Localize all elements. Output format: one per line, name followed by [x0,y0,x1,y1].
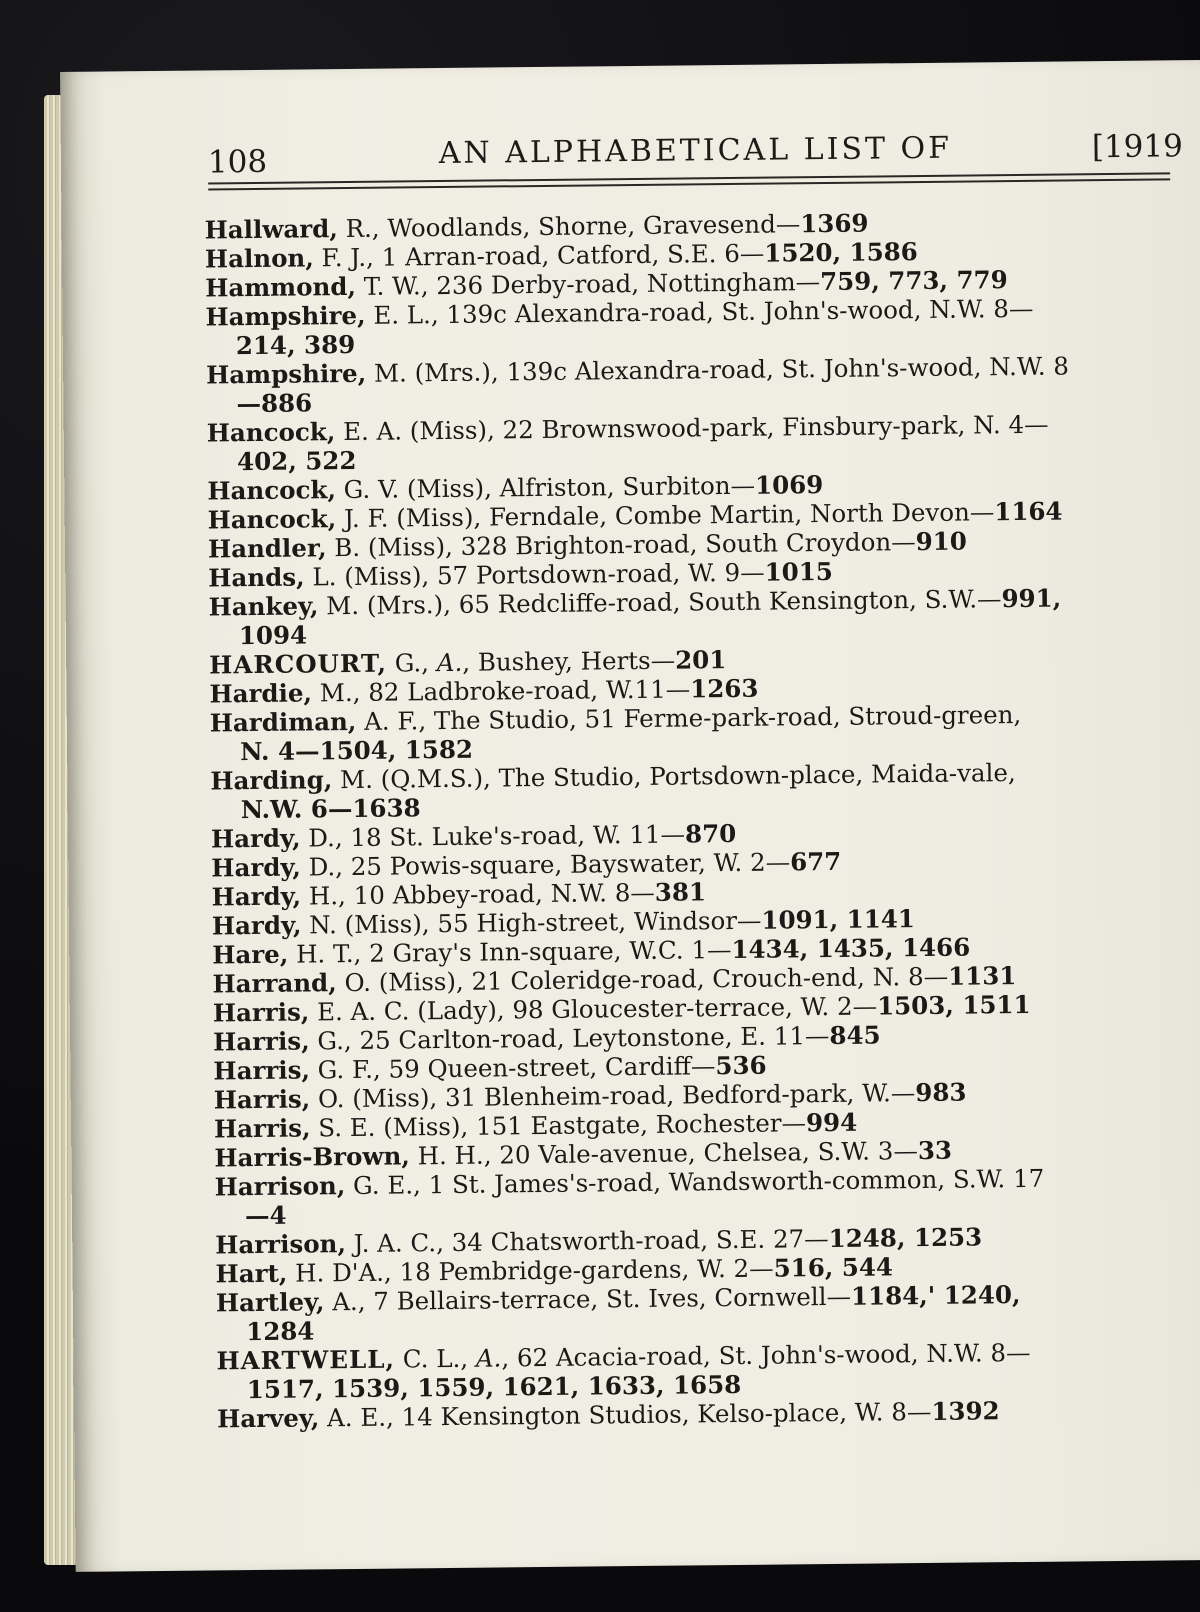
entry-text: J. F. (Miss), Ferndale, Combe Martin, North Devon— [336,497,995,534]
page-header [208,120,1183,180]
entry-name: Hallward, [204,214,338,245]
entry-text: G., 25 Carlton-road, Leytonstone, E. 11— [309,1020,830,1056]
entry-continuation: —4 [244,1200,287,1231]
list-item [215,1162,1191,1230]
entry-numbers: 1131 [947,961,1017,991]
entry-numbers: 1015 [764,556,834,587]
entry-numbers: 910 [915,526,967,557]
entry-name: Hart, [215,1258,288,1289]
entry-continuation: 214, 389 [235,329,356,361]
entry-numbers: 994 [805,1107,858,1138]
entry-text: E. A. (Miss), 22 Brownswood-park, Finsbury-park, N. 4— [335,409,1049,447]
entry-associate-mark: A. [436,647,463,678]
list-item [206,350,1182,418]
entry-name: Handler, [207,533,327,564]
entry-numbers: 1263 [690,673,759,704]
entry-numbers: 983 [915,1077,967,1108]
entry-text: M. (Mrs.), 139c Alexandra-road, St. John's-wood, N.W. 8 [366,351,1070,388]
entry-name: Hardiman, [209,706,357,738]
entry-numbers: 1248, 1253 [828,1222,983,1254]
page-number: 108 [207,143,268,181]
entry-name: Halnon, [204,243,314,274]
entry-name: Harrison, [214,1171,346,1202]
entry-numbers: 845 [829,1020,881,1050]
entry-text: S. E. (Miss), 151 Eastgate, Rochester— [310,1108,807,1143]
entry-text: F. J., 1 Arran-road, Catford, S.E. 6— [313,238,765,273]
entry-text: O. (Miss), 31 Blenheim-road, Bedford-park, W.— [310,1078,916,1114]
entry-text: E. L., 139c Alexandra-road, St. John's-wood, N.W. 8— [365,293,1034,330]
entry-name: HARTWELL, [216,1344,396,1376]
entry-name: Hankey, [208,591,319,622]
list-item [216,1278,1192,1346]
entry-numbers: 1069 [754,470,824,500]
book-page [60,60,1200,1572]
entry-numbers: 201 [674,645,727,675]
entry-name: Hands, [208,562,305,593]
entry-name: Hancock, [206,417,336,448]
entry-continuation: N. 4—1504, 1582 [239,734,474,767]
entry-text: M. (Q.M.S.), The Studio, Portsdown-place, Maida-vale, [332,758,1016,795]
entry-numbers: 677 [789,846,842,877]
entry-text: H. T., 2 Gray's Inn-square, W.C. 1— [288,935,732,969]
entry-name: Hancock, [207,504,337,535]
entry-name: Harding, [210,765,333,796]
list-item [205,292,1181,360]
entry-name: Hammond, [205,271,357,303]
entry-name: Harvey, [216,1403,320,1434]
entry-text: G. E., 1 St. James's-road, Wandsworth-common, S.W. 17 [345,1163,1045,1201]
entry-numbers: 516, 544 [773,1252,894,1283]
entry-numbers: 870 [684,818,737,849]
entry-text: M., 82 Ladbroke-road, W.11— [311,674,691,708]
entry-name: Hardy, [211,881,302,912]
list-item [207,408,1183,476]
entry-numbers: 1091, 1141 [761,904,916,935]
entry-text: D., 25 Powis-square, Bayswater, W. 2— [300,847,791,882]
list-item [210,698,1186,766]
entry-continuation: 1517, 1539, 1559, 1621, 1633, 1658 [246,1369,742,1405]
entry-name: Hartley, [215,1287,325,1318]
entry-text: C. L., [394,1343,477,1374]
entry-text: E. A. C. (Lady), 98 Gloucester-terrace, W. 2— [309,991,878,1027]
entry-numbers: 1184,' 1240, [850,1280,1021,1311]
entry-continuation: —886 [236,388,313,419]
page-year: [1919 [1091,128,1184,166]
entry-continuation: 402, 522 [236,445,357,477]
entry-text: , 62 Acacia-road, St. John's-wood, N.W. 8— [501,1337,1031,1373]
entry-name: Harris, [212,997,310,1028]
entry-text: A. E., 14 Kensington Studios, Kelso-place, W. 8— [319,1396,932,1433]
entry-continuation: 1284 [246,1316,315,1347]
entry-numbers: 1503, 1511 [876,989,1031,1021]
entry-name: Harris, [213,1113,311,1144]
entry-name: Hampshire, [206,358,367,390]
entry-text: H., 10 Abbey-road, N.W. 8— [300,877,655,911]
entry-text: B. (Miss), 328 Brighton-road, South Croydon— [326,527,916,563]
entry-name: Harris, [213,1055,311,1086]
entry-text: T. W., 236 Derby-road, Nottingham— [355,267,821,301]
entry-numbers: 759, 773, 779 [819,265,1008,297]
entry-text: H. D'A., 18 Pembridge-gardens, W. 2— [287,1253,774,1288]
entry-continuation: N.W. 6—1638 [240,793,421,825]
list-item [208,582,1184,650]
entry-text: M. (Mrs.), 65 Redcliffe-road, South Kensington, S.W.— [318,584,1002,621]
entry-text: G., [386,648,437,678]
entry-text: D., 18 St. Luke's-road, W. 11— [300,819,686,853]
entry-text: A., 7 Bellairs-terrace, St. Ives, Cornwell— [324,1281,852,1317]
entry-name: Hardy, [211,910,302,941]
entry-numbers: 1369 [800,208,869,239]
entry-name: Hare, [212,939,289,970]
entry-name: HARCOURT, [209,648,388,680]
entry-name: Hardie, [209,678,313,709]
entry-text: N. (Miss), 55 High-street, Windsor— [301,905,762,940]
entry-name: Harrison, [215,1229,347,1260]
entry-list [205,205,1193,1433]
entry-numbers: 1392 [931,1396,1000,1426]
entry-text: G. V. (Miss), Alfriston, Surbiton— [335,470,756,505]
entry-numbers: 536 [715,1050,767,1081]
entry-text: L. (Miss), 57 Portsdown-road, W. 9— [304,557,765,592]
entry-text: O. (Miss), 21 Coleridge-road, Crouch-end, N. 8— [336,961,949,998]
entry-text: G. F., 59 Queen-street, Cardiff— [309,1051,716,1085]
entry-name: Hardy, [210,823,301,854]
entry-associate-mark: A. [475,1343,502,1373]
entry-name: Hancock, [207,475,337,506]
entry-name: Harris-Brown, [214,1141,411,1173]
entry-name: Harris, [213,1084,311,1115]
entry-numbers: 991, [1001,583,1062,614]
entry-name: Harris, [213,1026,310,1057]
entry-text: , Bushey, Herts— [462,645,676,677]
entry-text: A. F., The Studio, 51 Ferme-park-road, Stroud-green, [356,699,1022,736]
entry-name: Hampshire, [205,300,366,332]
list-item [210,756,1186,824]
entry-numbers: 1434, 1435, 1466 [731,932,971,965]
entry-continuation: 1094 [238,620,308,651]
entry-numbers: 1164 [994,496,1063,527]
entry-numbers: 1520, 1586 [764,237,918,268]
entry-name: Harrand, [212,968,337,999]
entry-numbers: 33 [917,1135,953,1166]
entry-text: R., Woodlands, Shorne, Gravesend— [337,209,801,244]
entry-text: J. A. C., 34 Chatsworth-road, S.E. 27— [345,1224,829,1259]
entry-numbers: 381 [654,877,707,907]
page-title: AN ALPHABETICAL LIST OF [438,130,953,172]
list-item [216,1336,1192,1404]
entry-text: H. H., 20 Vale-avenue, Chelsea, S.W. 3— [409,1136,919,1171]
entry-name: Hardy, [211,852,301,883]
